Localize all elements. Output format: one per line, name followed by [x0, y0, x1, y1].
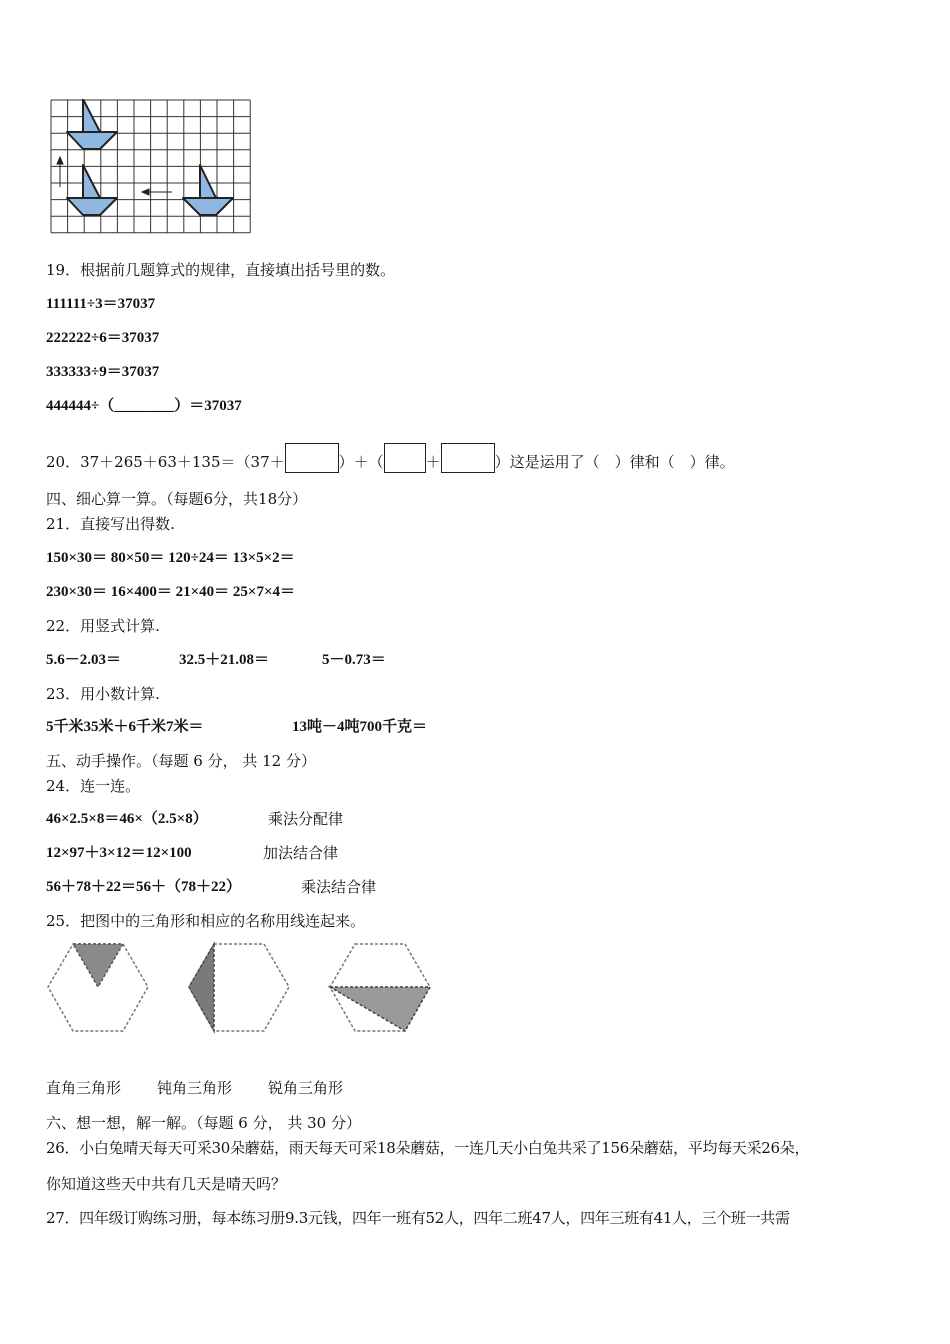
q22-item: 5－0.73＝: [322, 652, 386, 668]
q24-expr: 12×97＋3×12＝12×100: [46, 845, 192, 861]
q19-line: 333333÷9＝37037: [46, 364, 160, 380]
q21-row: 230×30＝ 16×400＝ 21×40＝ 25×7×4＝: [46, 584, 295, 600]
q20-prefix: 20．37＋265＋63＋135＝（37＋: [46, 453, 285, 471]
q19-line: 111111÷3＝37037: [46, 296, 156, 312]
hexagon-1: [48, 944, 148, 1031]
q21-row: 150×30＝ 80×50＝ 120÷24＝ 13×5×2＝: [46, 550, 295, 566]
answer-box[interactable]: [285, 443, 339, 473]
q26-text: 你知道这些天中共有几天是晴天吗？: [46, 1175, 287, 1193]
answer-box[interactable]: [441, 443, 495, 473]
hexagon-2: [189, 944, 289, 1031]
section-4-title: 四、细心算一算。（每题6分，共18分）: [46, 490, 308, 508]
triangle-label: 钝角三角形: [157, 1079, 233, 1097]
hexagon-3: [330, 944, 430, 1031]
q24-law: 乘法结合律: [301, 878, 377, 896]
q26-text: 26．小白兔晴天每天可采30朵蘑菇，雨天每天可采18朵蘑菇，一连几天小白兔共采了156朵蘑菇，平均每天采26朵，: [46, 1139, 810, 1157]
q22-item: 5.6－2.03＝: [46, 652, 122, 668]
q24-law: 乘法分配律: [268, 810, 344, 828]
q24-expr: 56＋78＋22＝56＋（78＋22）: [46, 879, 242, 895]
boat-right: [183, 165, 233, 215]
q20-mid: ）＋（: [338, 453, 384, 471]
q23-item: 13吨－4吨700千克＝: [292, 719, 428, 735]
q22-item: 32.5＋21.08＝: [179, 652, 270, 668]
answer-box[interactable]: [384, 443, 426, 473]
q23-title: 23．用小数计算.: [46, 685, 160, 703]
q20-suffix: ）这是运用了（ ）律和（ ）律。: [494, 453, 735, 471]
q19-title: 19．根据前几题算式的规律，直接填出括号里的数。: [46, 261, 396, 279]
q23-item: 5千米35米＋6千米7米＝: [46, 719, 204, 735]
q19-answer-line[interactable]: 444444÷（________）＝37037: [46, 398, 242, 414]
boat-top-left: [67, 99, 117, 149]
section-5-title: 五、动手操作。（每题 6 分， 共 12 分）: [46, 752, 316, 770]
boat-bottom-left: [67, 165, 117, 215]
q20-line: [46, 443, 735, 473]
q24-law: 加法结合律: [263, 844, 339, 862]
section-6-title: 六、想一想，解一解。（每题 6 分， 共 30 分）: [46, 1114, 361, 1132]
q27-text: 27．四年级订购练习册，每本练习册9.3元钱，四年一班有52人，四年二班47人，四年三班有41人，三个班一共需: [46, 1209, 790, 1227]
q20-plus: ＋: [425, 453, 441, 471]
q24-expr: 46×2.5×8＝46×（2.5×8）: [46, 811, 208, 827]
triangle-label: 锐角三角形: [268, 1079, 344, 1097]
q25-title: 25．把图中的三角形和相应的名称用线连起来。: [46, 912, 366, 930]
q24-title: 24．连一连。: [46, 777, 141, 795]
triangle-label: 直角三角形: [46, 1079, 122, 1097]
q22-title: 22．用竖式计算.: [46, 617, 160, 635]
q19-line: 222222÷6＝37037: [46, 330, 160, 346]
q21-title: 21．直接写出得数.: [46, 515, 175, 533]
hexagon-figures: [40, 938, 440, 1038]
boat-grid-figure: [50, 99, 254, 237]
